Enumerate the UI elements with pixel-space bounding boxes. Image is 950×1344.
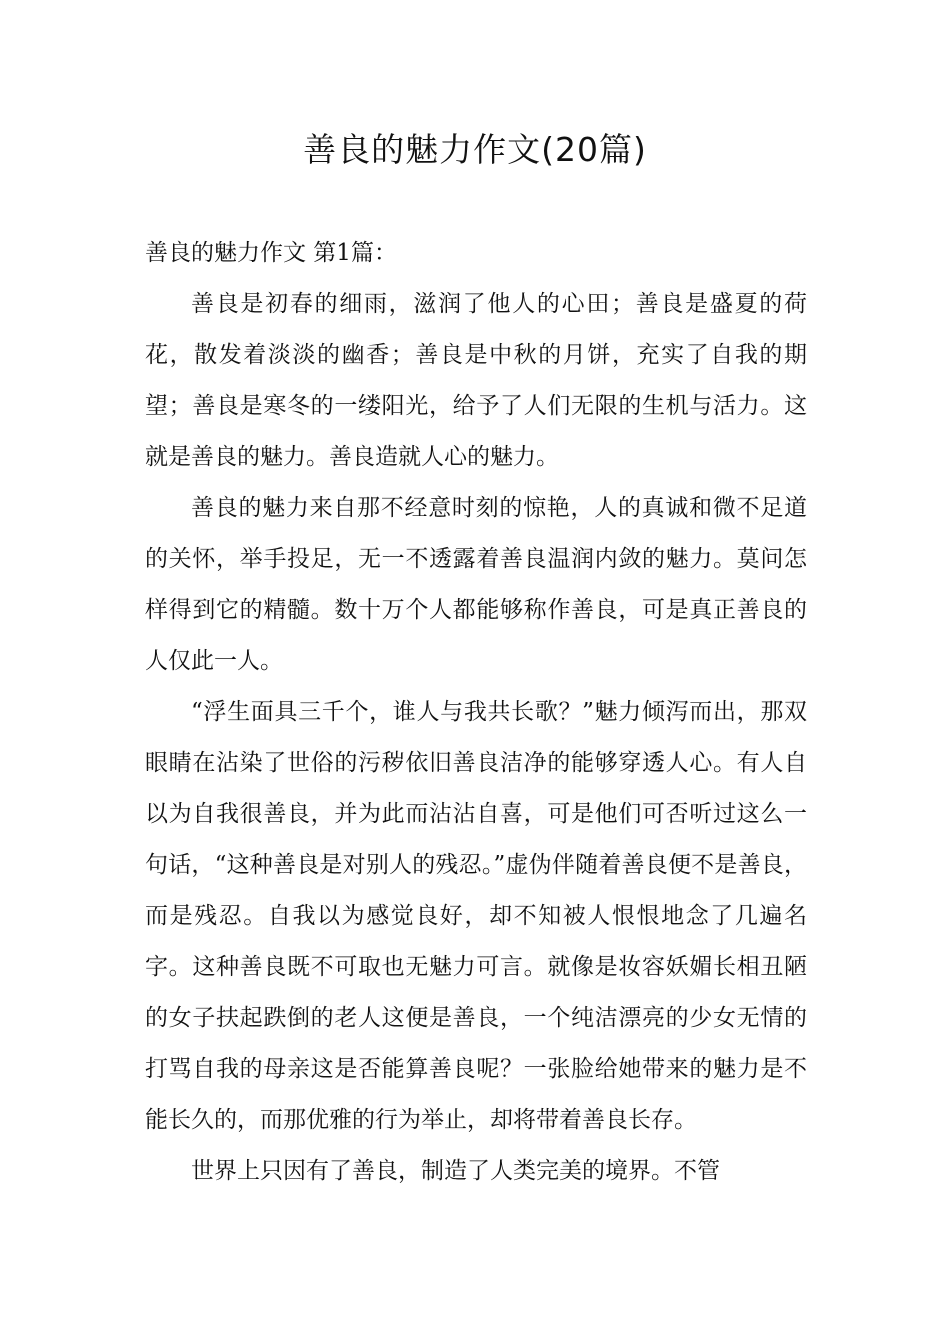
document-body xyxy=(145,228,807,1197)
document-title: 善良的魅力作文(20篇) xyxy=(303,130,647,169)
section-heading: 善良的魅力作文 第1篇： xyxy=(145,240,397,266)
paragraph-1: 善良是初春的细雨，滋润了他人的心田；善良是盛夏的荷花，散发着淡淡的幽香；善良是中秋的月饼，充实了自我的期望；善良是寒冬的一缕阳光，给予了人们无限的生机与活力。这就是善良的魅力。善良造就人心的魅力。 xyxy=(145,291,807,470)
paragraph-4: 世界上只因有了善良，制造了人类完美的境界。不管 xyxy=(191,1158,720,1184)
paragraph-3: “浮生面具三千个，谁人与我共长歌？”魅力倾泻而出，那双眼睛在沾染了世俗的污秽依旧善良洁净的能够穿透人心。有人自以为自我很善良，并为此而沾沾自喜，可是他们可否听过这么一句话，“这种善良是对别人的残忍。”虚伪伴随着善良便不是善良，而是残忍。自我以为感觉良好，却不知被人恨恨地念了几遍名字。这种善良既不可取也无魅力可言。就像是妆容妖媚长相丑陋的女子扶起跌倒的老人这便是善良，一个纯洁漂亮的少女无情的打骂自我的母亲这是否能算善良呢？一张脸给她带来的魅力是不能长久的，而那优雅的行为举止，却将带着善良长存。 xyxy=(145,699,807,1133)
paragraph-2: 善良的魅力来自那不经意时刻的惊艳，人的真诚和微不足道的关怀，举手投足，无一不透露着善良温润内敛的魅力。莫问怎样得到它的精髓。数十万个人都能够称作善良，可是真正善良的人仅此一人。 xyxy=(145,495,807,674)
